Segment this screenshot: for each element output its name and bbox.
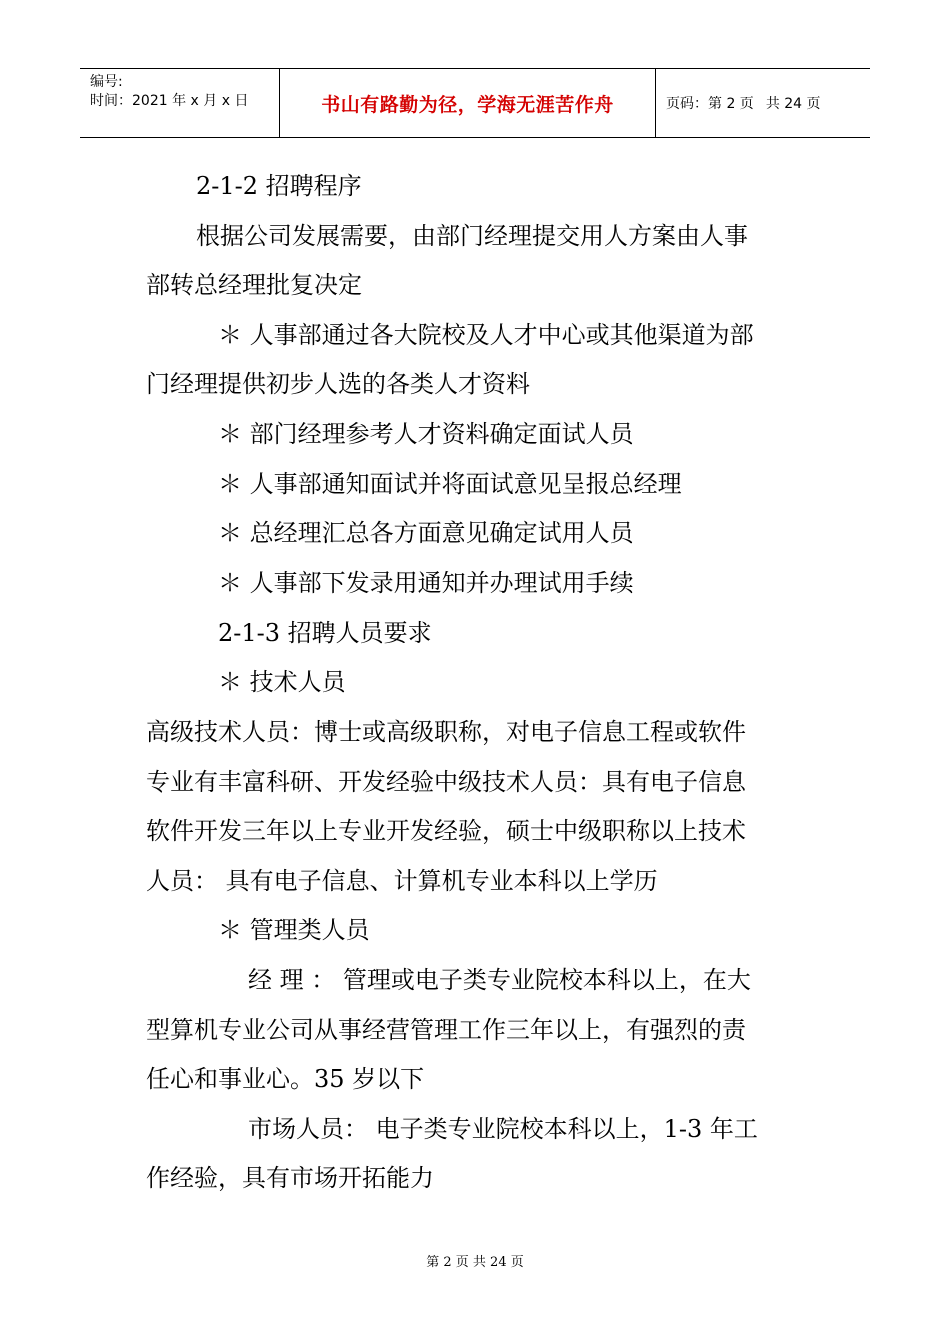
body-line: 人员： 具有电子信息、计算机专业本科以上学历 [146, 867, 658, 895]
bullet-line: ＊ 人事部下发录用通知并办理试用手续 [218, 569, 634, 597]
body-line: 软件开发三年以上专业开发经验，硕士中级职称以上技术 [146, 817, 746, 845]
body-line: 任心和事业心。35 岁以下 [146, 1065, 425, 1093]
body-line: 市场人员： 电子类专业院校本科以上，1-3 年工 [248, 1115, 758, 1143]
body-line: 经 理 ： 管理或电子类专业院校本科以上，在大 [248, 966, 751, 994]
bullet-line: ＊ 人事部通知面试并将面试意见呈报总经理 [218, 470, 682, 498]
header-motto: 书山有路勤为径，学海无涯苦作舟 [280, 69, 656, 137]
header-meta [80, 69, 280, 137]
body-line: 作经验，具有市场开拓能力 [146, 1164, 434, 1192]
bullet-line: ＊ 管理类人员 [218, 916, 370, 944]
doc-time-label: 时间：2021 年 x 月 x 日 [90, 93, 249, 109]
body-line: 门经理提供初步人选的各类人才资料 [146, 370, 530, 398]
body-line: 专业有丰富科研、开发经验中级技术人员：具有电子信息 [146, 768, 746, 796]
body-line: 高级技术人员：博士或高级职称，对电子信息工程或软件 [146, 718, 746, 746]
body-line: 部转总经理批复决定 [146, 271, 362, 299]
body-line: 型算机专业公司从事经营管理工作三年以上，有强烈的责 [146, 1016, 746, 1044]
header-page-label: 页码：第 2 页 [666, 96, 754, 112]
header-total-label: 共 24 页 [765, 96, 821, 112]
section-heading-2-1-2: 2-1-2 招聘程序 [196, 172, 362, 200]
bullet-line: ＊ 人事部通过各大院校及人才中心或其他渠道为部 [218, 321, 754, 349]
section-heading-2-1-3: 2-1-3 招聘人员要求 [218, 619, 432, 647]
bullet-line: ＊ 部门经理参考人才资料确定面试人员 [218, 420, 634, 448]
bullet-line: ＊ 技术人员 [218, 668, 346, 696]
header-page-info [656, 69, 870, 137]
bullet-line: ＊ 总经理汇总各方面意见确定试用人员 [218, 519, 634, 547]
doc-number-label: 编号: [90, 74, 123, 90]
page-footer: 第 2 页 共 24 页 [426, 1255, 524, 1270]
body-line: 根据公司发展需要，由部门经理提交用人方案由人事 [196, 222, 748, 250]
page-header [80, 68, 870, 138]
